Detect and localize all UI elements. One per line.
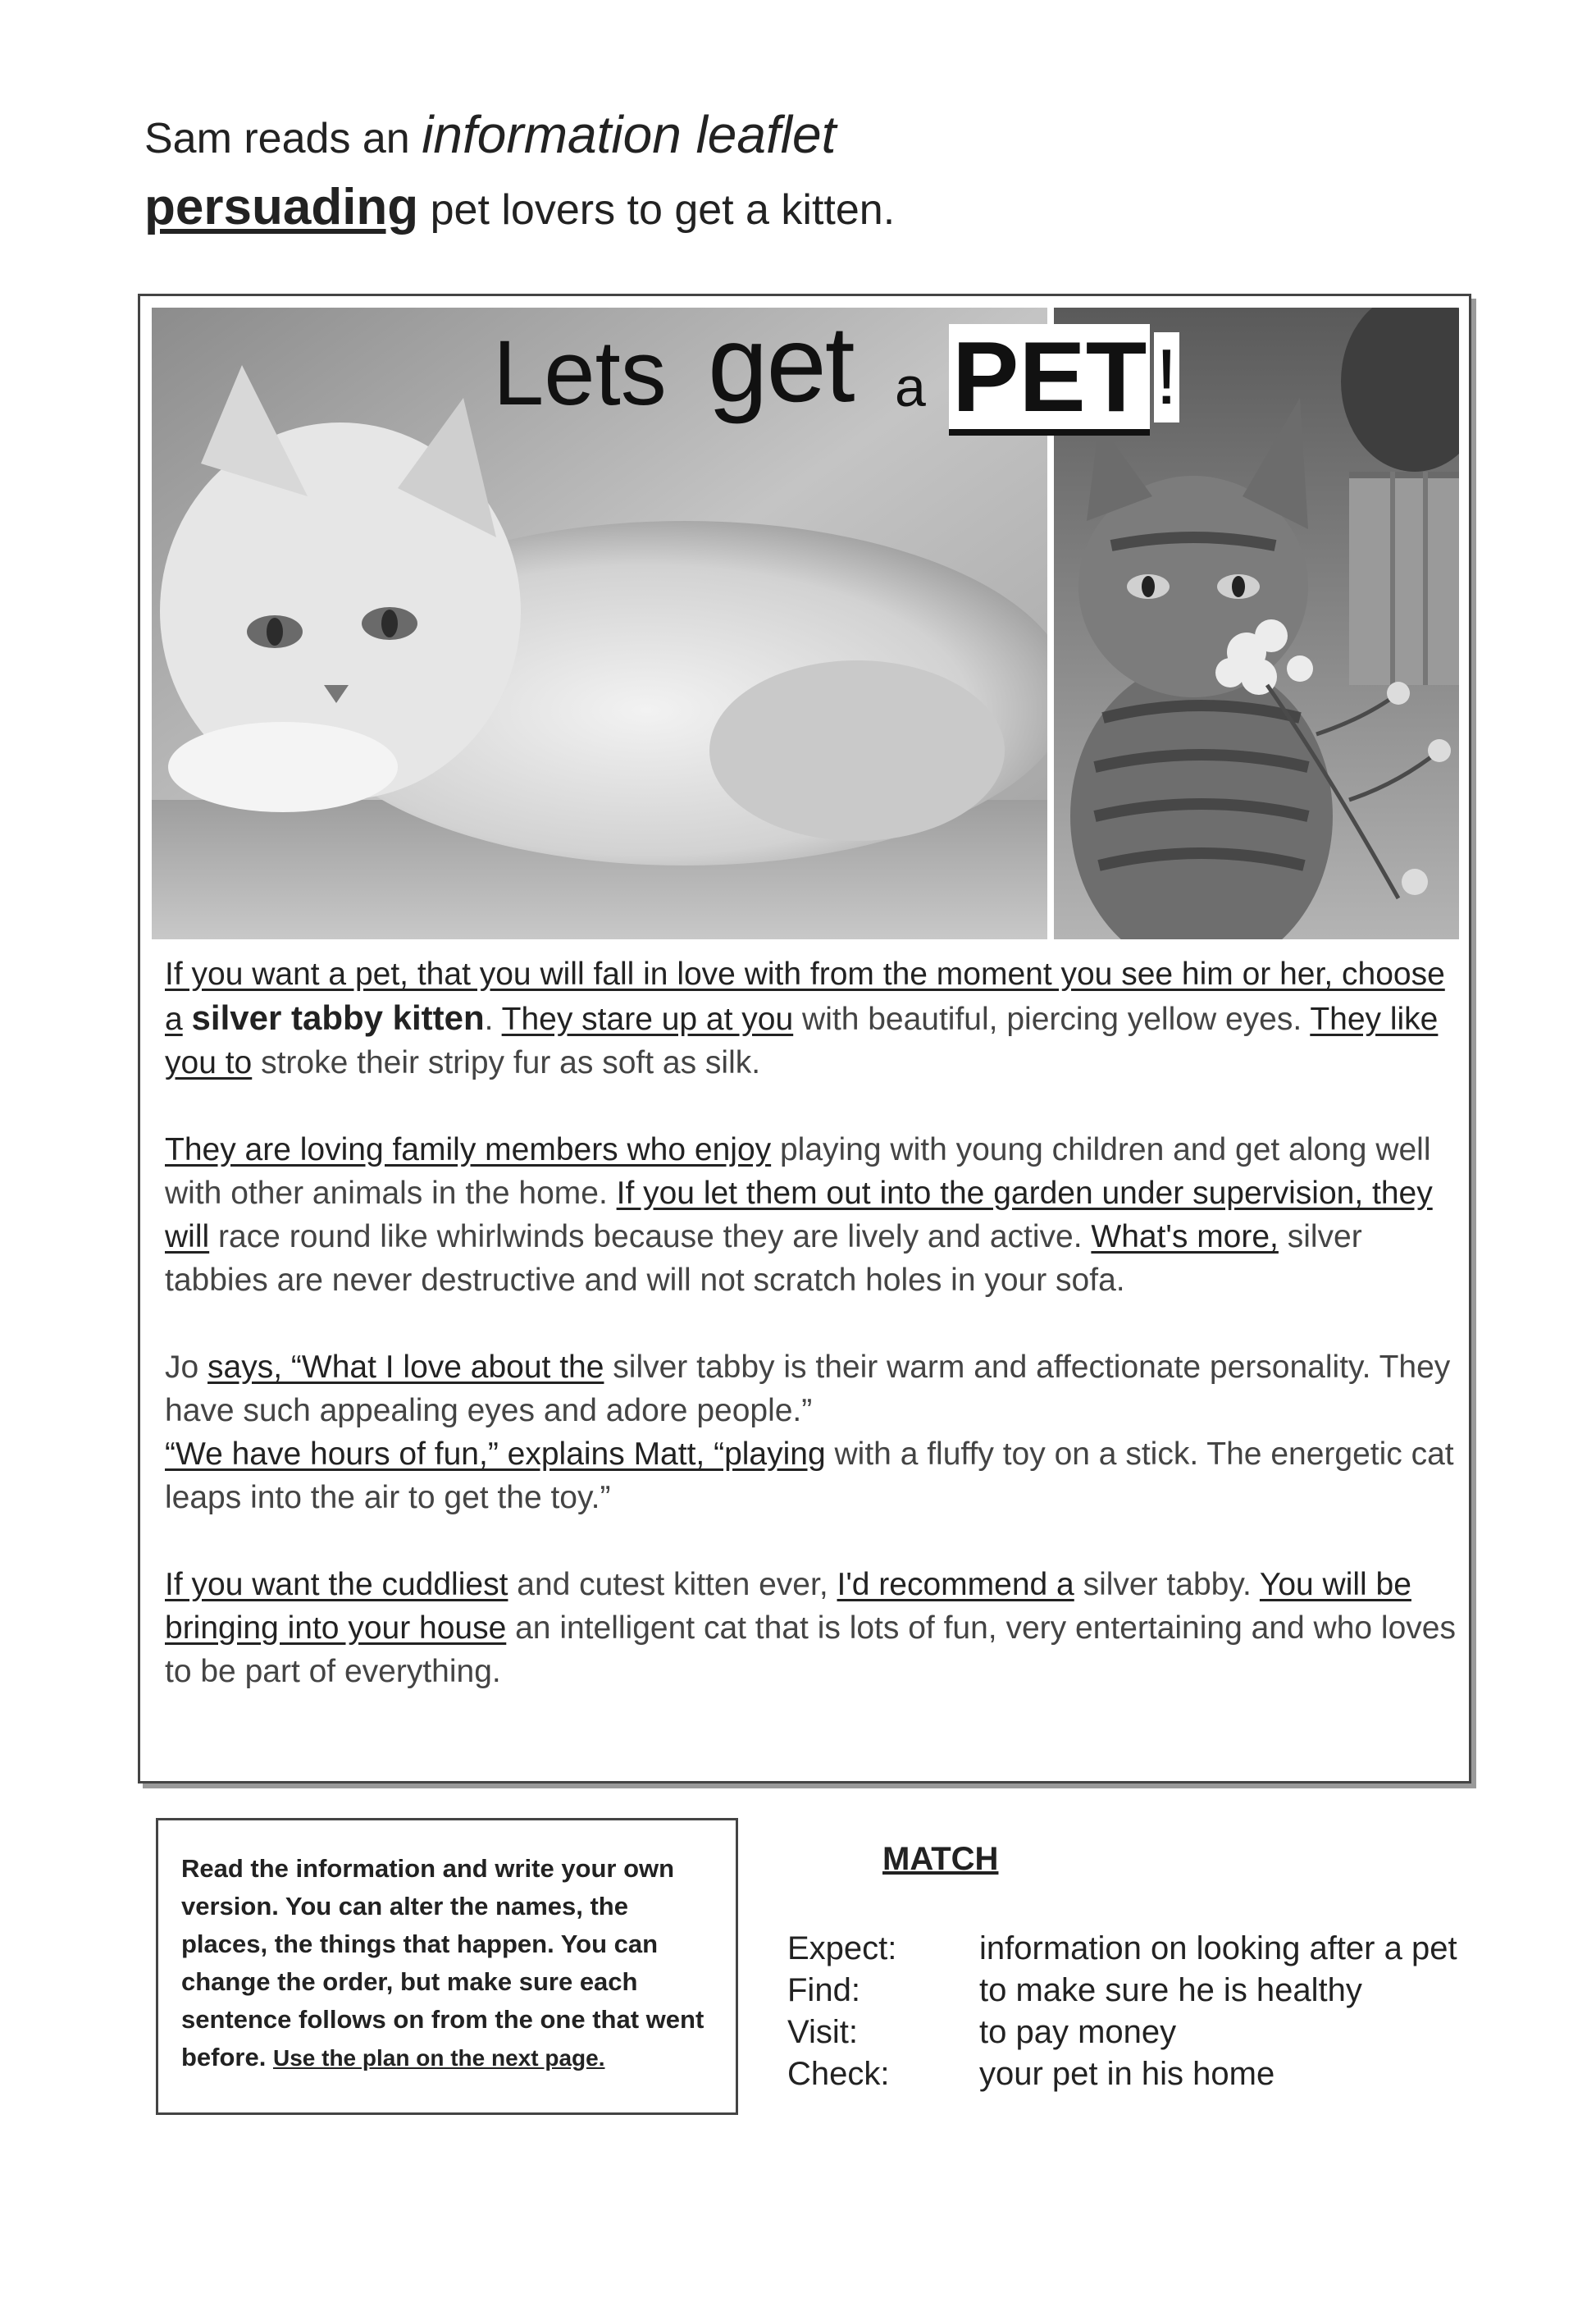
paragraph-4 — [165, 1563, 1461, 1693]
match-list — [787, 1928, 1457, 2095]
underlined-phrase: You will be bringing into your house — [165, 1567, 1411, 1646]
underlined-phrase: They stare up at you — [501, 1002, 794, 1037]
intro-italic: information leaflet — [422, 105, 837, 164]
match-definition: information on looking after a pet — [979, 1930, 1457, 1966]
text-run: silver tabby. — [1074, 1567, 1260, 1602]
intro-text-rest: pet lovers to get a kitten. — [418, 186, 896, 234]
match-row — [787, 2012, 1457, 2053]
intro-text: Sam reads an — [144, 115, 422, 162]
text-run: silver tabby is their warm and affectionate personality. They have such appealing eyes and adore people.” — [165, 1350, 1451, 1428]
match-term: Find: — [787, 1972, 860, 2008]
headline-a: a — [895, 356, 926, 418]
intro-line-2 — [144, 173, 895, 244]
match-title: MATCH — [882, 1841, 999, 1877]
text-run: race round like whirlwinds because they are lively and active. — [209, 1219, 1092, 1254]
headline-lets: Lets — [493, 322, 667, 424]
leaflet — [138, 294, 1471, 1783]
paragraph-2 — [165, 1128, 1461, 1302]
leaflet-headline — [493, 304, 1231, 442]
silver-tabby-kitten: silver tabby kitten — [191, 998, 485, 1037]
intro-bold: persuading — [144, 179, 419, 235]
intro-line-1 — [144, 100, 895, 173]
underlined-phrase: I'd recommend a — [837, 1567, 1074, 1602]
leaflet-body — [165, 952, 1461, 1737]
paragraph-3 — [165, 1345, 1461, 1519]
match-definition: to make sure he is healthy — [979, 1972, 1362, 2008]
text-run: an intelligent cat that is lots of fun, very entertaining and who loves to be part of everything. — [165, 1610, 1456, 1689]
underlined-phrase: If you want the cuddliest — [165, 1567, 508, 1602]
match-definition: your pet in his home — [979, 2056, 1275, 2092]
intro — [144, 100, 895, 244]
underlined-phrase: They like you to — [165, 1002, 1439, 1080]
text-run: with a fluffy toy on a stick. The energetic cat leaps into the air to get the toy.” — [165, 1436, 1454, 1515]
text-run: . — [484, 1002, 502, 1037]
task-box — [156, 1818, 738, 2115]
headline-exclamation: ! — [1156, 333, 1178, 421]
match-term: Check: — [787, 2056, 890, 2092]
headline-get: get — [708, 304, 854, 424]
match-definition: to pay money — [979, 2014, 1177, 2050]
match-row — [787, 1970, 1457, 2012]
match-term: Visit: — [787, 2014, 858, 2050]
task-instructions: Read the information and write your own version. You can alter the names, the places, the things that happen. You can change the order, but make sure each sentence follows on from the one that went before. — [181, 1854, 705, 2071]
text-run: with beautiful, piercing yellow eyes. — [793, 1002, 1311, 1037]
text-run: and cutest kitten ever, — [508, 1567, 837, 1602]
text-run: silver tabbies are never destructive and will not scratch holes in your sofa. — [165, 1219, 1362, 1298]
match-term: Expect: — [787, 1930, 897, 1966]
underlined-phrase: If you want a pet, that you will fall in love with from the moment you see him or her, choose a — [165, 957, 1445, 1037]
underlined-phrase: If you let them out into the garden under supervision, they will — [165, 1176, 1433, 1254]
match-row — [787, 1928, 1457, 1970]
headline-pet: PET — [949, 324, 1150, 436]
text-run: playing with young children and get along well with other animals in the home. — [165, 1132, 1431, 1211]
text-run: Jo — [165, 1350, 208, 1385]
underlined-phrase: says, “What I love about the — [207, 1350, 604, 1385]
underlined-phrase: “We have hours of fun,” explains Matt, “playing — [165, 1436, 826, 1472]
plan-link: Use the plan on the next page. — [272, 2045, 605, 2071]
match-row — [787, 2053, 1457, 2095]
paragraph-1 — [165, 952, 1461, 1085]
underlined-phrase: They are loving family members who enjoy — [165, 1132, 772, 1167]
underlined-phrase: What's more, — [1091, 1219, 1279, 1254]
text-run: stroke their stripy fur as soft as silk. — [252, 1045, 761, 1080]
